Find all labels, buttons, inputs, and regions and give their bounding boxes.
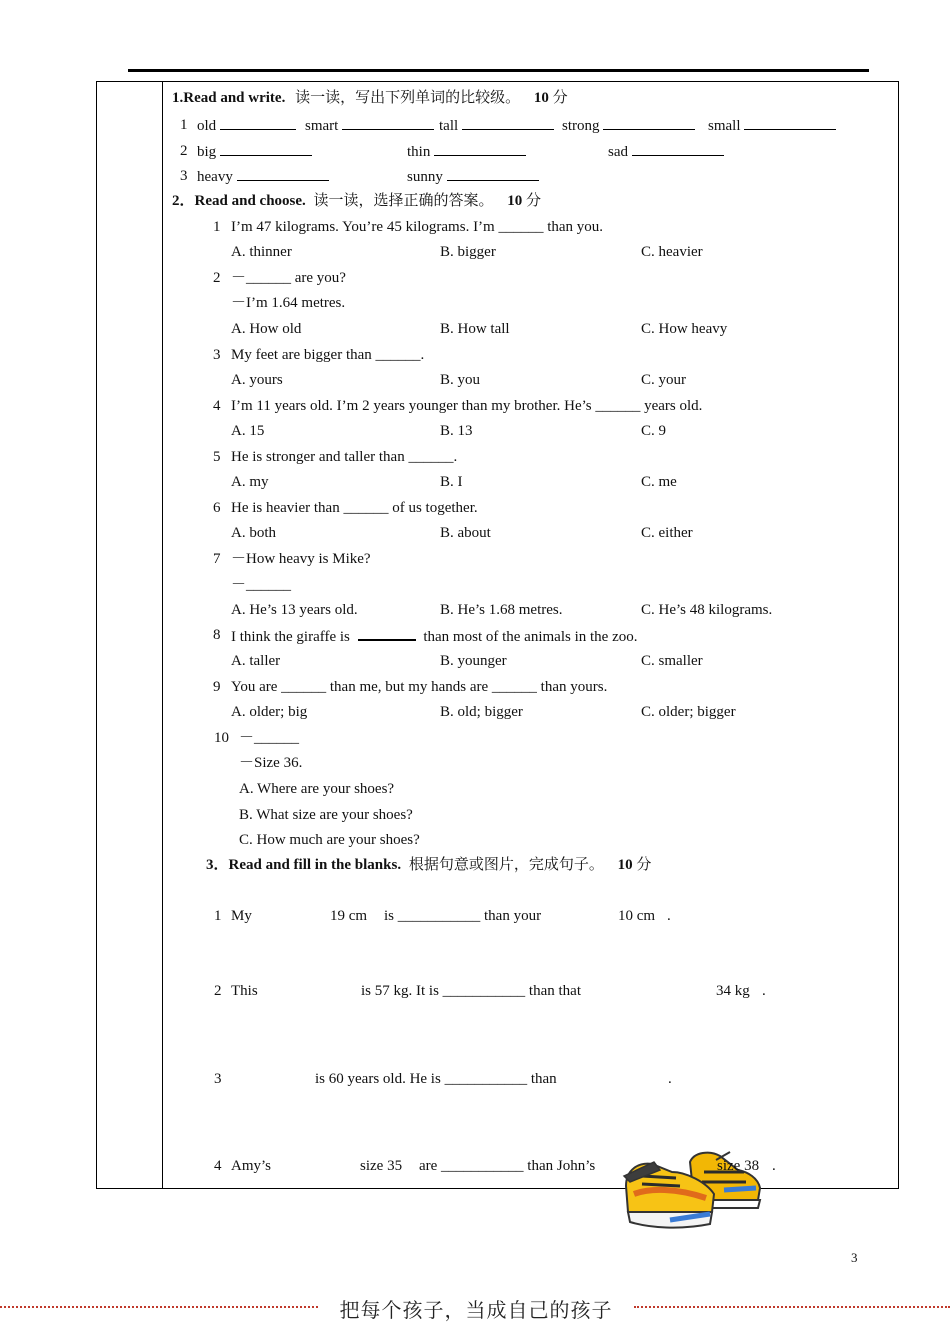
- section-2-score: 10: [507, 193, 523, 209]
- section-1-score: 10: [533, 90, 549, 106]
- question-number: 6: [213, 500, 221, 516]
- sentence-text: My: [231, 908, 252, 924]
- s1-word-strong: [562, 116, 695, 135]
- section-3-score: 10: [617, 857, 633, 873]
- option-a[interactable]: A. my: [231, 474, 269, 490]
- sentence-end: .: [772, 1158, 776, 1174]
- picture-label: 19 cm: [330, 908, 368, 924]
- option-b[interactable]: B. How tall: [440, 321, 510, 337]
- question-text: I’m 11 years old. I’m 2 years younger than my brother. He’s ______ years old.: [231, 398, 703, 414]
- word: thin: [407, 144, 431, 160]
- s1-word-smart: [305, 116, 434, 135]
- question-line-2: －I’m 1.64 metres.: [231, 295, 346, 311]
- option-b[interactable]: B. old; bigger: [440, 704, 523, 720]
- sentence-number: 2: [214, 983, 222, 999]
- answer-blank[interactable]: [237, 167, 329, 181]
- option-c[interactable]: C. older; bigger: [641, 704, 736, 720]
- word: strong: [562, 118, 600, 134]
- table-column-divider: [162, 81, 163, 1189]
- question-line-1: －______: [239, 730, 300, 746]
- option-c[interactable]: C. heavier: [641, 244, 703, 260]
- option-a[interactable]: A. thinner: [231, 244, 292, 260]
- option-a[interactable]: A. He’s 13 years old.: [231, 602, 358, 618]
- option-b[interactable]: B. 13: [440, 423, 473, 439]
- section-3-unit: 分: [636, 857, 652, 873]
- question-line-1: －How heavy is Mike?: [231, 551, 371, 567]
- question-number: 1: [213, 219, 221, 235]
- section-3-title: Read and fill in the blanks.: [228, 857, 402, 873]
- word: heavy: [197, 169, 233, 185]
- word: sad: [608, 144, 628, 160]
- question-number: 10: [214, 730, 229, 746]
- question-text: [231, 626, 637, 646]
- s1-word-thin: [407, 142, 526, 161]
- question-text: He is heavier than ______ of us together.: [231, 500, 478, 516]
- question-text-post: than most of the animals in the zoo.: [423, 629, 638, 645]
- answer-blank[interactable]: [220, 116, 296, 130]
- answer-blank[interactable]: [434, 142, 526, 156]
- picture-label: size 35: [360, 1158, 403, 1174]
- option-b[interactable]: B. bigger: [440, 244, 496, 260]
- option-a[interactable]: A. older; big: [231, 704, 308, 720]
- option-c[interactable]: C. your: [641, 372, 686, 388]
- question-text: You are ______ than me, but my hands are ______ than yours.: [231, 679, 608, 695]
- option-a[interactable]: A. both: [231, 525, 276, 541]
- word: small: [708, 118, 741, 134]
- option-c[interactable]: C. How heavy: [641, 321, 728, 337]
- word: big: [197, 144, 217, 160]
- option-b[interactable]: B. What size are your shoes?: [239, 807, 413, 823]
- section-1-heading: [172, 89, 568, 107]
- answer-blank[interactable]: [603, 116, 695, 130]
- section-1-unit: 分: [552, 90, 568, 106]
- question-number: 2: [213, 270, 221, 286]
- section-2-heading: 2．Read and choose. 读一读，选择正确的答案。 10 分: [172, 193, 542, 209]
- section-3-number: 3: [206, 857, 214, 873]
- sentence-end: .: [668, 1071, 672, 1087]
- s1-word-heavy: [197, 167, 329, 186]
- option-c[interactable]: C. either: [641, 525, 693, 541]
- answer-blank[interactable]: [447, 167, 539, 181]
- question-line-2: －______: [231, 577, 292, 593]
- answer-blank[interactable]: [358, 626, 416, 641]
- sentence-number: 3: [214, 1071, 222, 1087]
- s1-row-3-num: 3: [180, 168, 188, 184]
- question-text-pre: I think the giraffe is: [231, 629, 350, 645]
- option-c[interactable]: C. me: [641, 474, 677, 490]
- sentence-text: This: [231, 983, 258, 999]
- s1-word-big: [197, 142, 312, 161]
- s1-row-2-num: 2: [180, 143, 188, 159]
- answer-blank[interactable]: [744, 116, 836, 130]
- answer-blank[interactable]: [342, 116, 434, 130]
- section-3-instruction: 根据句意或图片，完成句子。: [408, 857, 604, 873]
- section-1-instruction: 读一读，写出下列单词的比较级。: [295, 90, 521, 106]
- section-2-title: Read and choose.: [194, 193, 306, 209]
- question-number: 8: [213, 627, 221, 643]
- question-line-2: －Size 36.: [239, 755, 303, 771]
- option-b[interactable]: B. younger: [440, 653, 507, 669]
- option-b[interactable]: B. He’s 1.68 metres.: [440, 602, 563, 618]
- word: old: [197, 118, 217, 134]
- sentence-number: 4: [214, 1158, 222, 1174]
- option-a[interactable]: A. 15: [231, 423, 265, 439]
- section-2-instruction: 读一读，选择正确的答案。: [313, 193, 494, 209]
- footer-slogan: 把每个孩子，当成自己的孩子: [339, 1298, 613, 1322]
- footer-dotted-line: [0, 1306, 318, 1308]
- header-rule: [128, 69, 869, 72]
- sentence-text: is 60 years old. He is ___________ than: [315, 1071, 557, 1087]
- question-text: I’m 47 kilograms. You’re 45 kilograms. I’m ______ than you.: [231, 219, 604, 235]
- question-number: 5: [213, 449, 221, 465]
- s1-word-old: [197, 116, 296, 135]
- picture-label: 10 cm: [618, 908, 656, 924]
- page-number: 3: [851, 1250, 858, 1265]
- option-a[interactable]: A. Where are your shoes?: [239, 781, 395, 797]
- section-2-number: 2: [172, 193, 180, 209]
- question-text: My feet are bigger than ______.: [231, 347, 425, 363]
- option-c[interactable]: C. 9: [641, 423, 667, 439]
- sentence-number: 1: [214, 908, 222, 924]
- sentence-text: is ___________ than your: [384, 908, 542, 924]
- option-a[interactable]: A. yours: [231, 372, 283, 388]
- s1-word-tall: [439, 116, 554, 135]
- word: smart: [305, 118, 339, 134]
- option-c[interactable]: C. He’s 48 kilograms.: [641, 602, 773, 618]
- option-b[interactable]: B. you: [440, 372, 481, 388]
- option-c[interactable]: C. How much are your shoes?: [239, 832, 420, 848]
- question-number: 4: [213, 398, 221, 414]
- footer-dotted-line: [634, 1306, 950, 1308]
- sentence-text: are ___________ than John’s: [419, 1158, 596, 1174]
- sentence-end: .: [762, 983, 766, 999]
- answer-blank[interactable]: [220, 142, 312, 156]
- picture-label: size 38: [717, 1158, 760, 1174]
- option-a[interactable]: A. taller: [231, 653, 281, 669]
- option-a[interactable]: A. How old: [231, 321, 302, 337]
- question-text: He is stronger and taller than ______.: [231, 449, 458, 465]
- question-number: 9: [213, 679, 221, 695]
- shoes-image: [620, 1142, 766, 1234]
- section-1-title: 1.Read and write.: [172, 90, 286, 106]
- s1-word-sad: [608, 142, 724, 161]
- word: tall: [439, 118, 459, 134]
- section-2-unit: 分: [526, 193, 542, 209]
- picture-label: 34 kg: [716, 983, 750, 999]
- s1-row-1-num: 1: [180, 117, 188, 133]
- section-3-heading: 3．Read and fill in the blanks. 根据句意或图片，完成句子。 10 分: [206, 857, 652, 873]
- word: sunny: [407, 169, 443, 185]
- answer-blank[interactable]: [462, 116, 554, 130]
- answer-blank[interactable]: [632, 142, 724, 156]
- question-number: 7: [213, 551, 221, 567]
- question-line-1: －______ are you?: [231, 270, 346, 286]
- sentence-text: Amy’s: [231, 1158, 272, 1174]
- s1-word-small: [708, 116, 836, 135]
- s1-word-sunny: [407, 167, 539, 186]
- option-b[interactable]: B. about: [440, 525, 491, 541]
- option-c[interactable]: C. smaller: [641, 653, 703, 669]
- sentence-end: .: [667, 908, 671, 924]
- sentence-text: is 57 kg. It is ___________ than that: [361, 983, 581, 999]
- option-b[interactable]: B. I: [440, 474, 463, 490]
- question-number: 3: [213, 347, 221, 363]
